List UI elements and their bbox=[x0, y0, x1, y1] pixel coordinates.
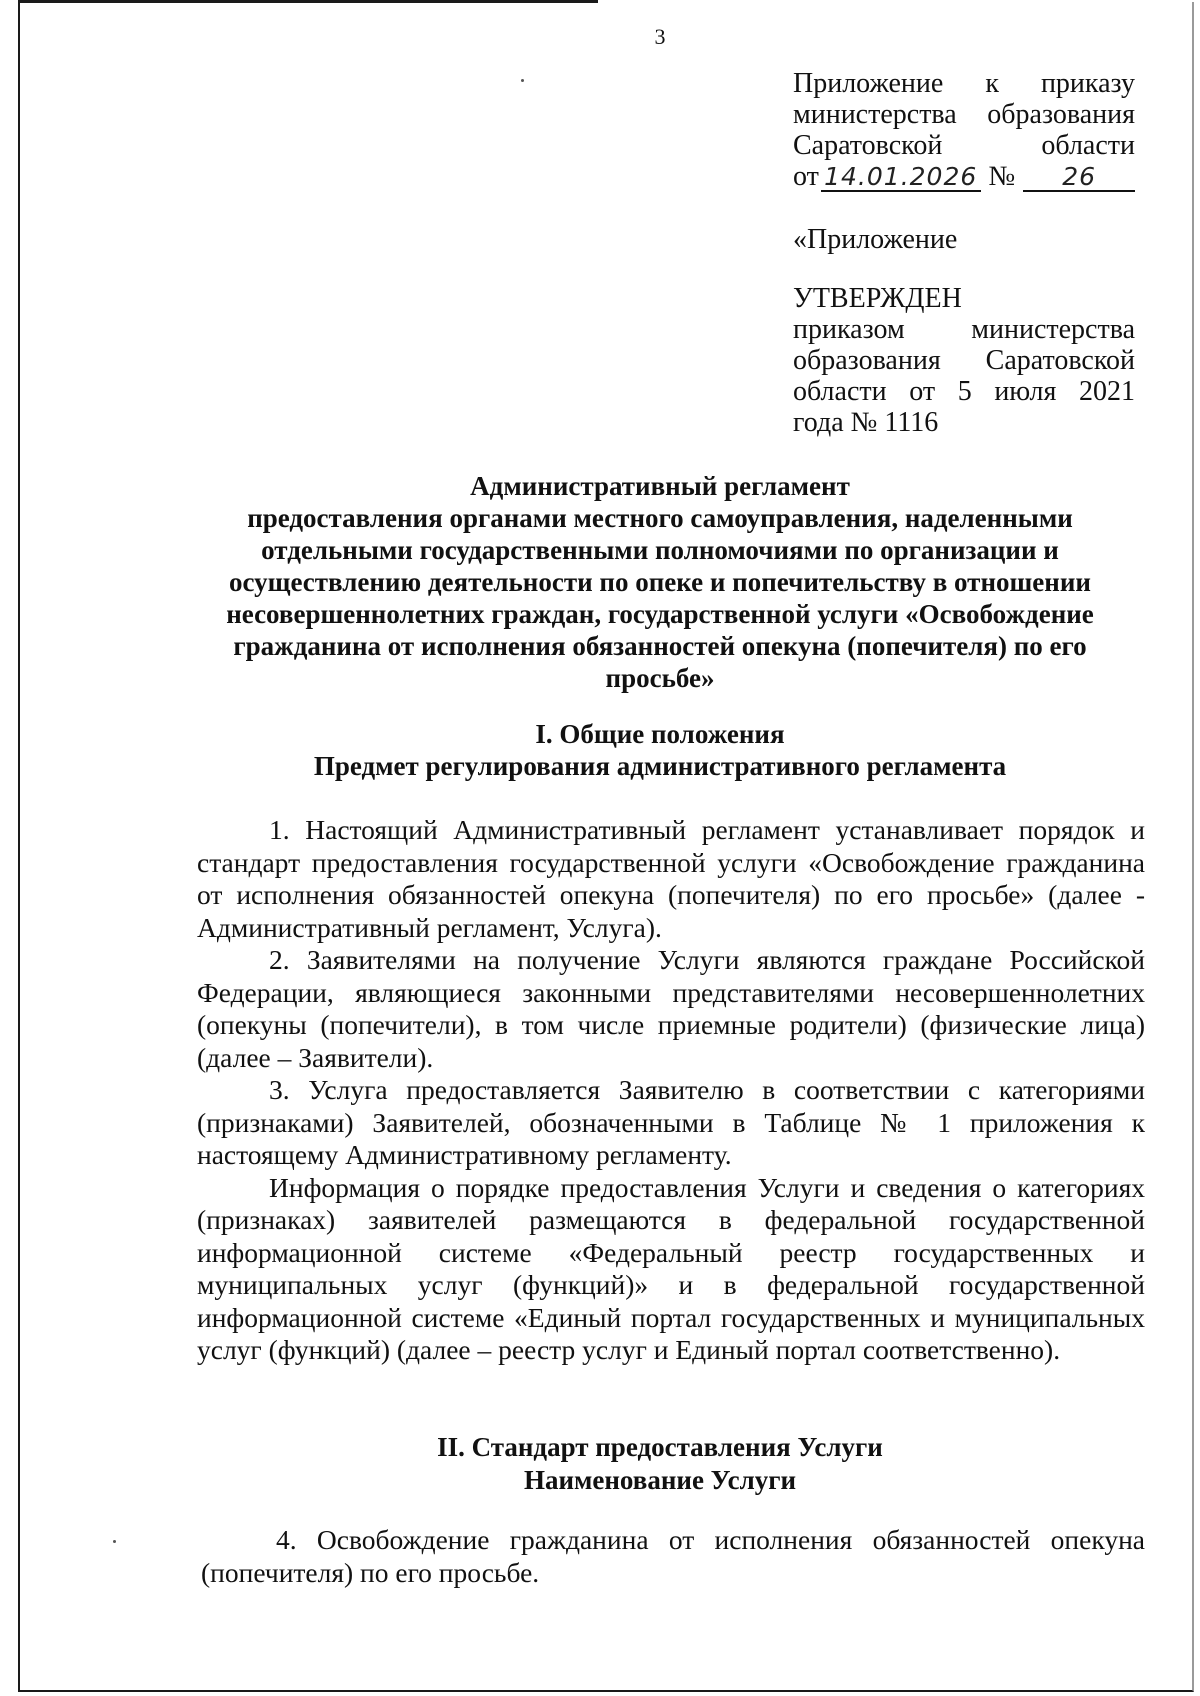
scan-speck bbox=[113, 1540, 116, 1543]
annex-line: Саратовской области bbox=[793, 130, 1135, 161]
document-title bbox=[196, 470, 1124, 694]
paragraph: 4. Освобождение гражданина от исполнения обязанностей опекуна (попечителя) по его просьбе. bbox=[201, 1524, 1145, 1588]
page-number: 3 bbox=[654, 24, 666, 49]
approval-block bbox=[793, 283, 1135, 438]
scan-speck bbox=[521, 79, 524, 82]
handwritten-number: 26 bbox=[1023, 164, 1135, 192]
section-2-body bbox=[201, 1523, 1145, 1589]
section-1-heading bbox=[196, 718, 1124, 782]
title-line: несовершеннолетних граждан, государственной услуги «Освобождение bbox=[226, 599, 1094, 629]
section-heading: I. Общие положения bbox=[535, 719, 785, 749]
title-line: отдельными государственными полномочиями по организации и bbox=[261, 535, 1059, 565]
approved-heading: УТВЕРЖДЕН bbox=[793, 283, 962, 314]
annex-line: Приложение к приказу bbox=[793, 68, 1135, 99]
annex-reference bbox=[793, 68, 1135, 192]
section-2-heading bbox=[196, 1431, 1124, 1497]
paragraph: 1. Настоящий Административный регламент устанавливает порядок и стандарт предоставления государственной услуги «Освобождение гражданина от исполнения обязанностей опекуна (попечителя) по его просьбе» (далее - Административный регламент, Услуга). bbox=[197, 814, 1145, 943]
section-subheading: Наименование Услуги bbox=[523, 1465, 797, 1495]
paragraph: 3. Услуга предоставляется Заявителю в соответствии с категориями (признаками) Заявителей, обозначенными в Таблице № 1 приложения к настоящему Административному регламенту. bbox=[197, 1074, 1145, 1170]
section-heading: II. Стандарт предоставления Услуги bbox=[437, 1432, 883, 1462]
title-line: Административный регламент bbox=[470, 471, 850, 501]
handwritten-date: 14.01.2026 bbox=[821, 164, 981, 192]
section-1-body bbox=[197, 814, 1145, 1367]
title-line: просьбе» bbox=[605, 663, 715, 693]
number-sign: № bbox=[988, 161, 1016, 192]
paragraph: Информация о порядке предоставления Услуги и сведения о категориях (признаках) заявителей размещаются в федеральной государственной информационной системе «Федеральный реестр государственных и муниципальных услуг (функций)» и в федеральной государственной информационной системе «Единый портал государственных и муниципальных услуг (функций) (далее – реестр услуг и Единый портал соответственно). bbox=[197, 1171, 1145, 1365]
title-line: осуществлению деятельности по опеке и попечительству в отношении bbox=[229, 567, 1091, 597]
approved-line: приказом министерства bbox=[793, 314, 1135, 345]
title-line: предоставления органами местного самоуправления, наделенными bbox=[247, 503, 1073, 533]
section-subheading: Предмет регулирования административного регламента bbox=[313, 751, 1007, 781]
date-prefix: от bbox=[793, 161, 819, 192]
title-line: гражданина от исполнения обязанностей опекуна (попечителя) по его bbox=[233, 631, 1087, 661]
annex-label: «Приложение bbox=[793, 224, 958, 255]
annex-line: министерства образования bbox=[793, 99, 1135, 130]
approved-line: года № 1116 bbox=[793, 407, 939, 438]
paragraph: 2. Заявителями на получение Услуги являются граждане Российской Федерации, являющиеся законными представителями несовершеннолетних (опекуны (попечители), в том числе приемные родители) (физические лица) (далее – Заявители). bbox=[197, 944, 1145, 1073]
order-date-line bbox=[793, 161, 1135, 192]
approved-line: образования Саратовской bbox=[793, 345, 1135, 376]
approved-line: области от 5 июля 2021 bbox=[793, 376, 1135, 407]
